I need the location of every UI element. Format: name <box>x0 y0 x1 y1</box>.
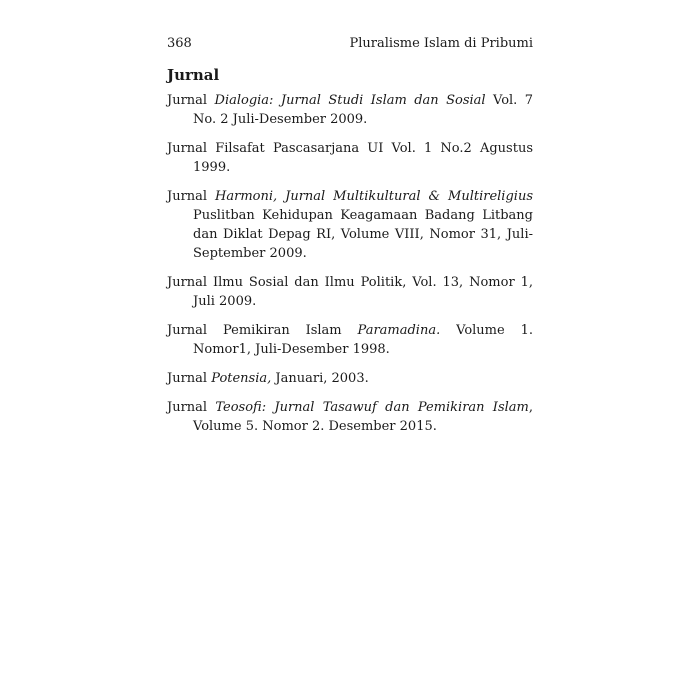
entry-prefix: Jurnal <box>167 189 216 204</box>
entry-details: Volume 1. Nomor1, Juli-Desember 1998. <box>193 323 533 357</box>
entry-details: , Volume 5. Nomor 2. Desember 2015. <box>193 400 533 434</box>
entry-details: Vol. 7 No. 2 Juli-Desember 2009. <box>193 93 534 127</box>
bibliography-entry <box>167 139 533 177</box>
entry-prefix: Jurnal Filsafat Pascasarjana UI Vol. 1 No.2 Agustus 1999. <box>167 141 533 175</box>
entry-prefix: Jurnal <box>167 93 215 108</box>
entry-title: Potensia, <box>211 371 272 386</box>
entry-title: Dialogia: Jurnal Studi Islam dan Sosial <box>214 93 486 108</box>
entry-prefix: Jurnal <box>167 400 216 415</box>
entry-prefix: Jurnal Ilmu Sosial dan Ilmu Politik, Vol. 13, Nomor 1, Juli 2009. <box>167 275 533 309</box>
entry-title: Teosofi: Jurnal Tasawuf dan Pemikiran Islam <box>215 400 529 415</box>
page-header <box>167 36 533 56</box>
section-heading: Jurnal <box>167 66 220 84</box>
entry-details: Januari, 2003. <box>271 371 369 386</box>
bibliography-entry <box>167 91 533 129</box>
running-title: Pluralisme Islam di Pribumi <box>349 36 533 51</box>
bibliography-entry <box>167 273 533 311</box>
entry-prefix: Jurnal <box>167 371 212 386</box>
entry-title: Harmoni, Jurnal Multikultural & Multireligius <box>215 189 533 204</box>
bibliography-entry <box>167 398 533 436</box>
entry-prefix: Jurnal Pemikiran Islam <box>167 323 358 338</box>
entry-title: Paramadina. <box>357 323 441 338</box>
bibliography-entry <box>167 321 533 359</box>
entry-details: Puslitban Kehidupan Keagamaan Badang Litbang dan Diklat Depag RI, Volume VIII, Nomor 31, Juli-September 2009. <box>193 208 533 261</box>
page-number: 368 <box>167 36 192 51</box>
bibliography-list <box>167 91 533 446</box>
bibliography-entry <box>167 369 533 388</box>
bibliography-entry <box>167 187 533 263</box>
